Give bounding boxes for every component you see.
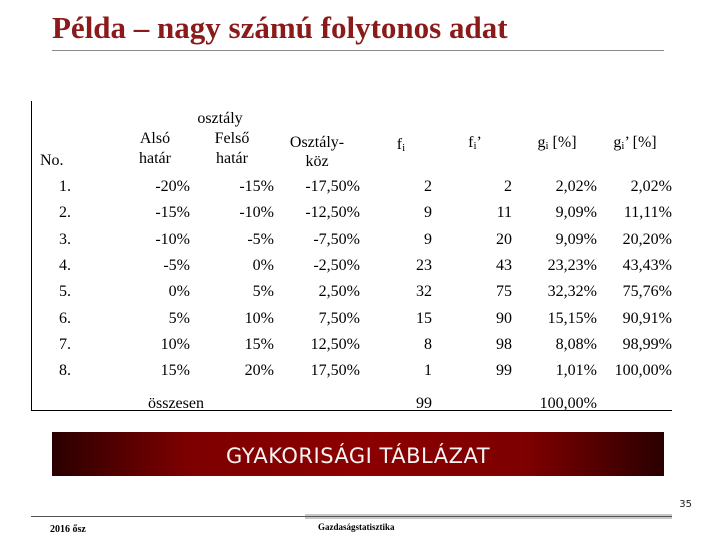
cell-no: 2. xyxy=(59,204,71,222)
cell-no: 5. xyxy=(59,283,71,301)
cell-fic: 75 xyxy=(496,283,512,301)
cell-felso: 0% xyxy=(252,256,274,274)
header-gi-cumulative: gi’ [%] xyxy=(613,134,657,152)
cell-koz: -12,50% xyxy=(305,204,360,222)
cell-also: 0% xyxy=(168,283,190,301)
cell-koz: 7,50% xyxy=(318,309,360,327)
banner-text: GYAKORISÁGI TÁBLÁZAT xyxy=(225,444,491,468)
footer-course: Gazdaságstatisztika xyxy=(318,522,395,532)
cell-fi: 9 xyxy=(424,204,432,222)
cell-felso: -10% xyxy=(239,204,274,222)
cell-gic: 2,02% xyxy=(630,178,672,195)
cell-fi: 8 xyxy=(424,335,432,353)
cell-felso: 5% xyxy=(252,283,274,301)
cell-gic: 75,76% xyxy=(622,283,672,301)
cell-koz: 12,50% xyxy=(310,335,360,353)
cell-also: -15% xyxy=(155,204,190,222)
cell-fic: 98 xyxy=(496,335,512,353)
cell-gi: 32,32% xyxy=(547,283,597,301)
cell-fi: 32 xyxy=(416,283,432,301)
header-felso-line1: Felső xyxy=(214,130,250,147)
cell-gic: 43,43% xyxy=(622,256,672,274)
cell-also: -10% xyxy=(155,230,190,248)
title-underline xyxy=(52,50,664,51)
cell-felso: 10% xyxy=(244,309,274,327)
cell-koz: -7,50% xyxy=(313,230,360,248)
footer-semester: 2016 ősz xyxy=(50,524,86,535)
header-no: No. xyxy=(40,152,64,169)
cell-also: -20% xyxy=(155,178,190,195)
header-osztaly: osztály xyxy=(197,110,243,127)
header-koz-line1: Osztály- xyxy=(289,134,345,151)
header-felso-line2: határ xyxy=(216,150,248,167)
cell-gi: 15,15% xyxy=(547,309,597,327)
cell-fic: 11 xyxy=(496,204,512,222)
cell-fic: 99 xyxy=(496,362,512,380)
header-koz-line2: köz xyxy=(305,153,329,170)
header-fi-cumulative: fi’ xyxy=(468,134,482,152)
header-fi: fi xyxy=(396,136,406,154)
table-left-border xyxy=(31,101,32,411)
cell-fic: 90 xyxy=(496,309,512,327)
cell-gic: 20,20% xyxy=(622,230,672,248)
cell-felso: 20% xyxy=(244,362,274,380)
slide-title: Példa – nagy számú folytonos adat xyxy=(52,10,508,45)
cell-fi: 9 xyxy=(424,230,432,248)
cell-gi: 2,02% xyxy=(555,178,597,195)
cell-fi: 15 xyxy=(416,309,432,327)
cell-fi: 23 xyxy=(416,256,432,274)
total-fi: 99 xyxy=(416,395,432,412)
cell-koz: 2,50% xyxy=(318,283,360,301)
cell-also: 15% xyxy=(160,362,190,380)
header-also-line1: Alsó xyxy=(139,130,171,147)
cell-felso: 15% xyxy=(244,335,274,353)
cell-fi: 2 xyxy=(424,178,432,195)
header-also-line2: határ xyxy=(139,150,171,167)
cell-gic: 11,11% xyxy=(623,204,672,222)
cell-koz: 17,50% xyxy=(310,362,360,380)
cell-fic: 20 xyxy=(496,230,512,248)
cell-gic: 90,91% xyxy=(622,309,672,327)
cell-no: 8. xyxy=(59,362,71,380)
cell-gic: 98,99% xyxy=(622,335,672,353)
page-number: 35 xyxy=(679,499,692,510)
cell-gi: 8,08% xyxy=(555,335,597,353)
cell-no: 1. xyxy=(59,178,71,195)
cell-felso: -15% xyxy=(239,178,274,195)
cell-fi: 1 xyxy=(424,362,432,380)
cell-gi: 1,01% xyxy=(555,362,597,380)
cell-no: 3. xyxy=(59,230,71,248)
cell-felso: -5% xyxy=(247,230,274,248)
total-label: összesen xyxy=(148,395,204,412)
header-gi: gi [%] xyxy=(537,134,577,152)
cell-no: 4. xyxy=(59,256,71,274)
cell-gi: 9,09% xyxy=(555,230,597,248)
cell-fic: 43 xyxy=(496,256,512,274)
cell-koz: -2,50% xyxy=(313,256,360,274)
cell-gic: 100,00% xyxy=(614,362,672,380)
total-gi: 100,00% xyxy=(539,395,597,412)
cell-no: 6. xyxy=(59,309,71,327)
table-bottom-border xyxy=(31,410,672,411)
cell-also: 10% xyxy=(160,335,190,353)
footer-rule xyxy=(31,516,672,517)
cell-gi: 9,09% xyxy=(555,204,597,222)
cell-gi: 23,23% xyxy=(547,256,597,274)
cell-fic: 2 xyxy=(504,178,512,195)
cell-no: 7. xyxy=(59,335,71,353)
cell-also: 5% xyxy=(168,309,190,327)
cell-koz: -17,50% xyxy=(305,178,360,195)
cell-also: -5% xyxy=(163,256,190,274)
